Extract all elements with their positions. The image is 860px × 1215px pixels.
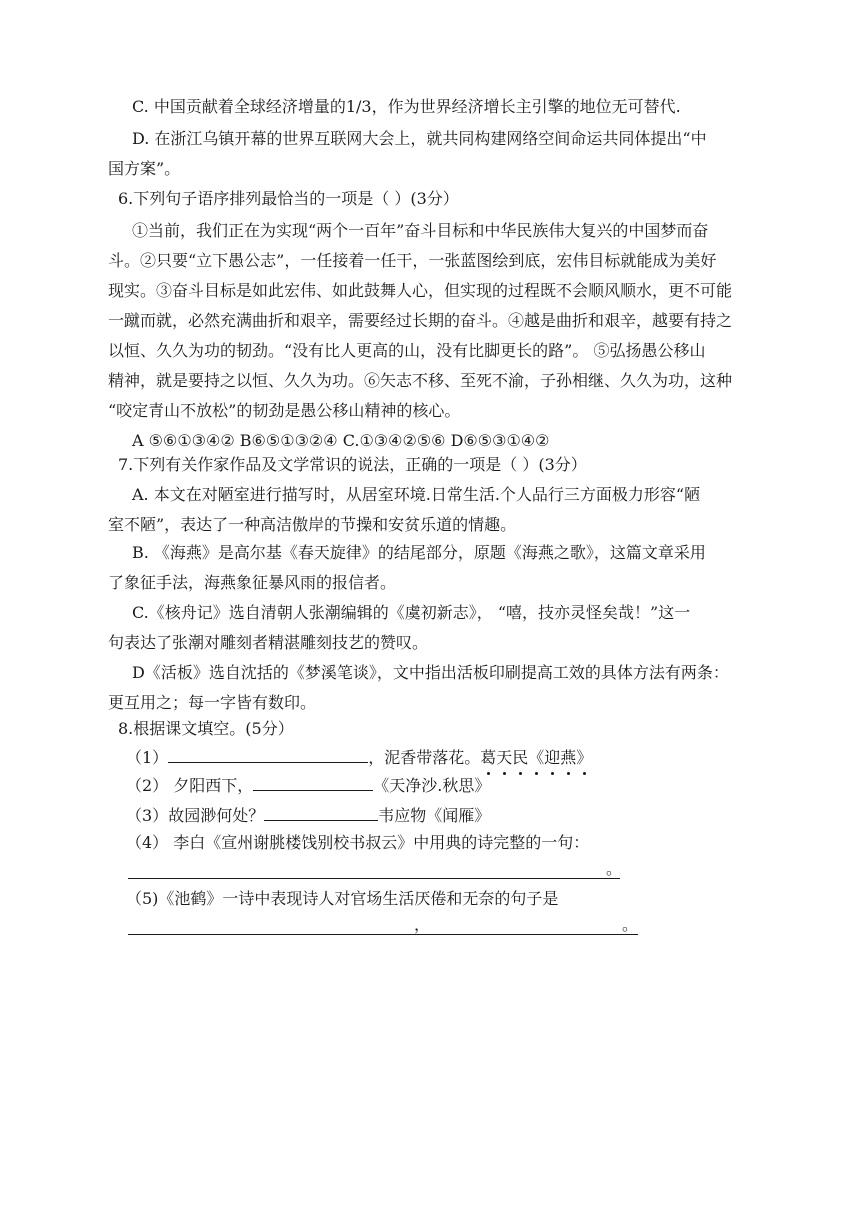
q8-item-1-number: （1） <box>126 748 169 767</box>
q8-item-4-text: 李白《宣州谢朓楼饯别校书叔云》中用典的诗完整的一句： <box>168 833 590 852</box>
q8-item-4-number: （4） <box>126 833 169 852</box>
q7-option-d-line1: D《活板》选自沈括的《梦溪笔谈》，文中指出活板印刷提高工效的具体方法有两条： <box>132 663 729 682</box>
q8-item-2-source: 《天净沙.秋思》 <box>373 776 491 795</box>
q5-option-d-line2: 国方案”。 <box>108 159 181 178</box>
q8-item-4-period: 。 <box>606 859 623 878</box>
q8-item-2-number: （2） <box>126 776 169 795</box>
q6-passage-line7: “咬定青山不放松”的韧劲是愚公移山精神的核心。 <box>108 401 461 420</box>
q6-passage-line4: 一蹴而就，必然充满曲折和艰辛，需要经过长期的奋斗。④越是曲折和艰辛，越要有持之 <box>108 311 733 330</box>
q8-item-3-number: （3） <box>126 806 169 825</box>
q8-item-5-answer-line[interactable] <box>128 934 638 935</box>
q8-item-1-source-char: 天 <box>496 748 513 767</box>
q8-item-3 <box>126 802 490 827</box>
q5-option-d-line1: D. 在浙江乌镇开幕的世界互联网大会上，就共同构建网络空间命运共同体提出“中 <box>132 129 707 148</box>
q5-option-c: C. 中国贡献着全球经济增量的1/3，作为世界经济增长主引擎的地位无可替代. <box>132 97 681 116</box>
q8-item-1-source-char: 燕 <box>560 748 577 767</box>
q6-passage-line5: 以恒、久久为功的韧劲。“没有比人更高的山，没有比脚更长的路”。 ⑤弘扬愚公移山 <box>108 341 706 360</box>
q8-item-3-source: 韦应物《闻雁》 <box>378 806 491 825</box>
q6-stem: 6.下列句子语序排列最恰当的一项是（ ）(3分） <box>118 189 459 208</box>
q8-item-1-source-char: 葛 <box>480 748 497 767</box>
q6-passage-line1: ①当前，我们正在为实现“两个一百年”奋斗目标和中华民族伟大复兴的中国梦而奋 <box>132 221 709 240</box>
q8-item-1-source-char: 迎 <box>544 748 561 767</box>
q7-option-b-line1: B. 《海燕》是高尔基《春天旋律》的结尾部分，原题《海燕之歌》，这篇文章采用 <box>132 543 706 562</box>
q7-option-a-line2: 室不陋”，表达了一种高洁傲岸的节操和安贫乐道的情趣。 <box>108 515 517 534</box>
q8-item-1-blank[interactable] <box>168 744 368 763</box>
q8-item-1 <box>126 744 592 769</box>
q8-item-1-source-char: 《 <box>528 748 545 767</box>
q6-options: A ⑤⑥①③④② B⑥⑤①③②④ C.①③④②⑤⑥ D⑥⑤③①④② <box>132 431 550 450</box>
q8-item-5-period: 。 <box>622 915 639 934</box>
q7-stem: 7.下列有关作家作品及文学常识的说法，正确的一项是（ ）(3分） <box>118 455 587 474</box>
q8-item-3-text: 故园渺何处？ <box>168 806 265 825</box>
q7-option-a-line1: A. 本文在对陋室进行描写时，从居室环境.日常生活.个人品行三方面极力形容“陋 <box>132 485 701 504</box>
q8-item-3-blank[interactable] <box>264 802 378 821</box>
q7-option-b-line2: 了象征手法，海燕象征暴风雨的报信者。 <box>108 573 397 592</box>
q8-item-1-source-char: 》 <box>576 748 593 767</box>
q8-item-2-text: 夕阳西下， <box>168 776 254 795</box>
q8-item-2-blank[interactable] <box>253 772 373 791</box>
q8-item-2 <box>126 772 490 797</box>
q7-option-d-line2: 更互用之；每一字皆有数印。 <box>108 693 317 712</box>
q8-item-5: （5)《池鹤》一诗中表现诗人对官场生活厌倦和无奈的句子是 <box>126 889 559 908</box>
q8-stem: 8.根据课文填空。(5分） <box>118 719 294 738</box>
q8-item-1-text: ，泥香带落花。 <box>368 748 481 767</box>
q6-passage-line2: 斗。②只要“立下愚公志”，一任接着一任干，一张蓝图绘到底，宏伟目标就能成为美好 <box>108 251 717 270</box>
q6-passage-line3: 现实。③奋斗目标是如此宏伟、如此鼓舞人心，但实现的过程既不会顺风顺水，更不可能 <box>108 281 733 300</box>
q8-item-1-source-char: 民 <box>512 748 529 767</box>
q7-option-c-line2: 句表达了张潮对雕刻者精湛雕刻技艺的赞叹。 <box>108 633 429 652</box>
q8-item-4 <box>126 832 589 854</box>
q8-item-5-comma: ， <box>414 915 431 934</box>
q8-item-4-answer-line[interactable] <box>128 878 620 879</box>
q6-passage-line6: 精神，就是要持之以恒、久久为功。⑥矢志不移、至死不渝，子孙相继、久久为功，这种 <box>108 371 733 390</box>
q7-option-c-line1: C.《核舟记》选自清朝人张潮编辑的《虞初新志》， “嘻，技亦灵怪矣哉！”这一 <box>132 603 691 622</box>
